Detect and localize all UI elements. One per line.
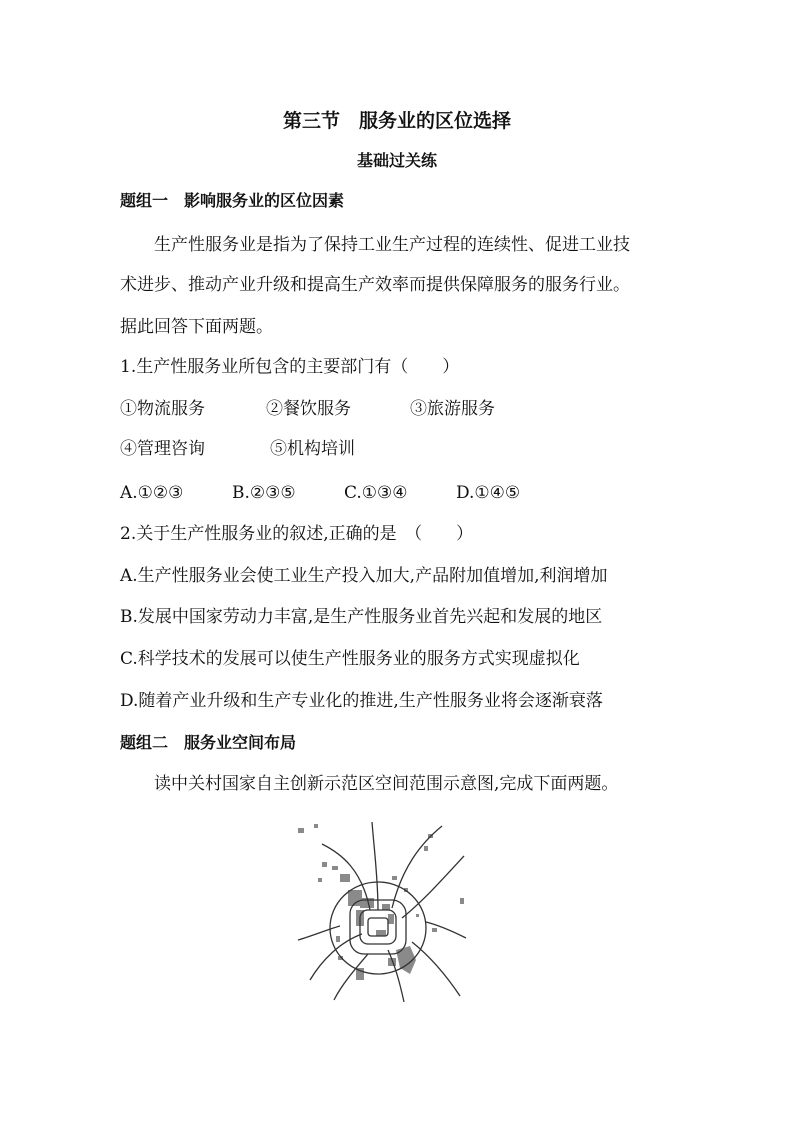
q1-stem: 1.生产性服务业所包含的主要部门有（ ） (120, 357, 460, 377)
q1-choice: A.①②③ (120, 483, 184, 503)
q1-item: ②餐饮服务 (266, 399, 351, 419)
group1-heading: 题组一 影响服务业的区位因素 (120, 191, 345, 210)
zhongguancun-map (292, 818, 468, 1002)
q2-stem: 2.关于生产性服务业的叙述,正确的是 （ ） (120, 524, 474, 544)
group1-intro-line3: 据此回答下面两题。 (120, 317, 273, 337)
q2-choice-b: B.发展中国家劳动力丰富,是生产性服务业首先兴起和发展的地区 (120, 607, 603, 627)
group2-intro: 读中关村国家自主创新示范区空间范围示意图,完成下面两题。 (154, 774, 619, 794)
group1-intro-line2: 术进步、推动产业升级和提高生产效率而提供保障服务的服务行业。 (120, 275, 630, 295)
q1-items-row1 (120, 398, 495, 420)
q1-items-row2 (120, 438, 355, 460)
q1-choice: D.①④⑤ (456, 483, 521, 503)
q1-item: ③旅游服务 (410, 399, 495, 419)
map-area-patches (298, 824, 468, 980)
page-title: 第三节 服务业的区位选择 (282, 110, 511, 132)
q1-item: ⑤机构培训 (270, 439, 355, 459)
q1-item: ④管理咨询 (120, 439, 205, 459)
map-road-network (298, 822, 466, 1002)
q1-choice: C.①③④ (344, 483, 408, 503)
group2-heading: 题组二 服务业空间布局 (120, 733, 297, 752)
q1-choice: B.②③⑤ (232, 483, 296, 503)
group1-intro-line1: 生产性服务业是指为了保持工业生产过程的连续性、促进工业技 (154, 235, 630, 255)
q1-choices (120, 482, 520, 504)
q2-choice-d: D.随着产业升级和生产专业化的推进,生产性服务业将会逐渐衰落 (120, 691, 603, 711)
q2-choice-a: A.生产性服务业会使工业生产投入加大,产品附加值增加,利润增加 (120, 566, 608, 586)
q2-choice-c: C.科学技术的发展可以使生产性服务业的服务方式实现虚拟化 (120, 649, 580, 669)
q1-item: ①物流服务 (120, 399, 205, 419)
section-subtitle: 基础过关练 (356, 151, 437, 170)
